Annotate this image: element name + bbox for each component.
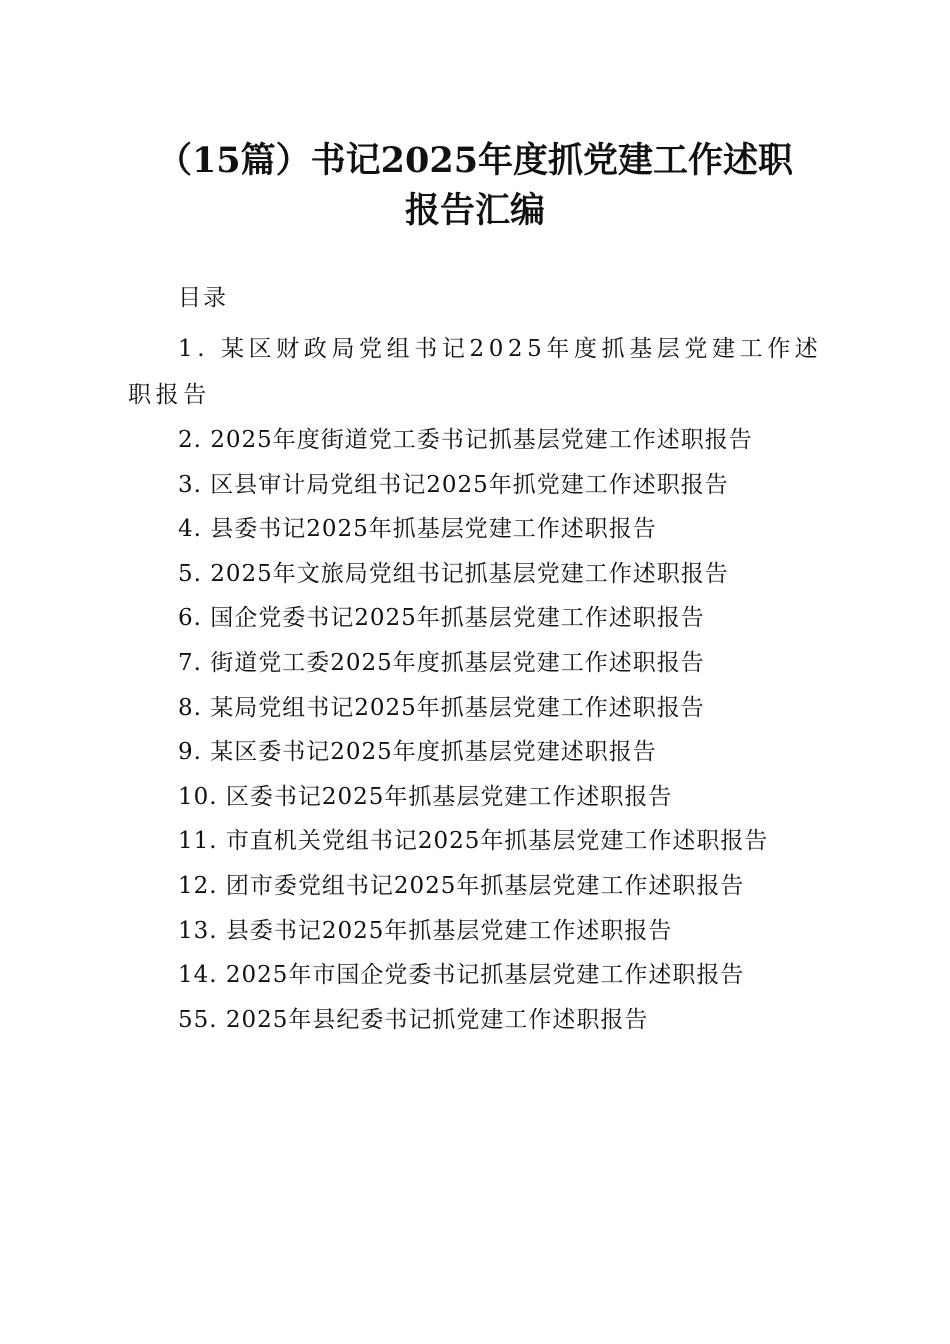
toc-item: 5. 2025年文旅局党组书记抓基层党建工作述职报告: [178, 560, 729, 587]
toc-item: 6. 国企党委书记2025年抓基层党建工作述职报告: [178, 605, 705, 632]
toc-item: 4. 县委书记2025年抓基层党建工作述职报告: [178, 516, 657, 543]
toc-item: 9. 某区委书记2025年度抓基层党建述职报告: [178, 739, 657, 766]
toc-item: 11. 市直机关党组书记2025年抓基层党建工作述职报告: [178, 828, 769, 855]
toc-item: 8. 某局党组书记2025年抓基层党建工作述职报告: [178, 694, 705, 721]
toc-item: 14. 2025年市国企党委书记抓基层党建工作述职报告: [178, 962, 745, 989]
toc-item: 55. 2025年县纪委书记抓党建工作述职报告: [178, 1006, 649, 1033]
title-line-1: （15篇）书记2025年度抓党建工作述职: [156, 140, 794, 181]
toc-item: 2. 2025年度街道党工委书记抓基层党建工作述职报告: [178, 427, 753, 453]
document-title: [120, 136, 830, 236]
title-line-2: 报告汇编: [404, 190, 545, 231]
toc-heading: 目录: [178, 285, 228, 311]
table-of-contents: [128, 326, 828, 1042]
toc-item: 12. 团市委党组书记2025年抓基层党建工作述职报告: [178, 872, 745, 899]
toc-item: 13. 县委书记2025年抓基层党建工作述职报告: [178, 917, 673, 944]
toc-item: 3. 区县审计局党组书记2025年抓党建工作述职报告: [178, 471, 729, 498]
toc-item: 7. 街道党工委2025年度抓基层党建工作述职报告: [178, 649, 705, 676]
toc-item: 10. 区委书记2025年抓基层党建工作述职报告: [178, 783, 673, 810]
toc-item: 1. 某区财政局党组书记2025年度抓基层党建工作述职报告: [128, 336, 823, 408]
